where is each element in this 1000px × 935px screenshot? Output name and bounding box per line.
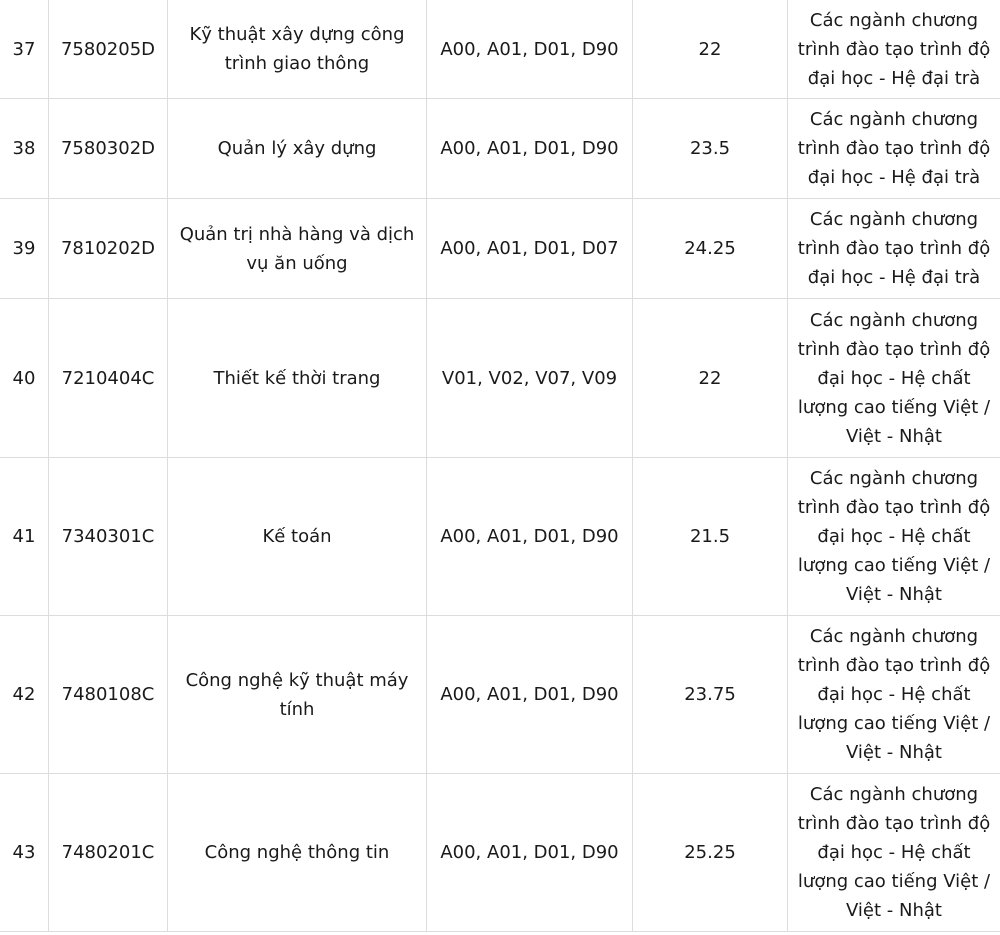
major-code: 7580302D — [49, 99, 168, 199]
subject-combinations: A00, A01, D01, D07 — [427, 199, 633, 299]
table-row — [0, 458, 1000, 616]
table-row — [0, 616, 1000, 774]
major-name: Quản lý xây dựng — [168, 99, 427, 199]
table-row — [0, 299, 1000, 458]
major-name: Kỹ thuật xây dựng công trình giao thông — [168, 0, 427, 99]
major-name: Quản trị nhà hàng và dịch vụ ăn uống — [168, 199, 427, 299]
subject-combinations: A00, A01, D01, D90 — [427, 774, 633, 932]
row-number: 43 — [0, 774, 49, 932]
admission-score: 23.75 — [633, 616, 788, 774]
row-number: 40 — [0, 299, 49, 458]
program-type: Các ngành chương trình đào tạo trình độ đại học - Hệ chất lượng cao tiếng Việt / Việt - Nhật — [788, 458, 1000, 616]
program-type: Các ngành chương trình đào tạo trình độ đại học - Hệ chất lượng cao tiếng Việt / Việt - Nhật — [788, 299, 1000, 458]
table-row — [0, 774, 1000, 932]
major-name: Thiết kế thời trang — [168, 299, 427, 458]
major-name: Công nghệ thông tin — [168, 774, 427, 932]
program-type: Các ngành chương trình đào tạo trình độ đại học - Hệ chất lượng cao tiếng Việt / Việt - Nhật — [788, 616, 1000, 774]
row-number: 38 — [0, 99, 49, 199]
subject-combinations: A00, A01, D01, D90 — [427, 99, 633, 199]
program-type: Các ngành chương trình đào tạo trình độ đại học - Hệ chất lượng cao tiếng Việt / Việt - Nhật — [788, 774, 1000, 932]
subject-combinations: A00, A01, D01, D90 — [427, 616, 633, 774]
major-code: 7340301C — [49, 458, 168, 616]
major-name: Công nghệ kỹ thuật máy tính — [168, 616, 427, 774]
admission-score: 24.25 — [633, 199, 788, 299]
major-name: Kế toán — [168, 458, 427, 616]
subject-combinations: V01, V02, V07, V09 — [427, 299, 633, 458]
major-code: 7210404C — [49, 299, 168, 458]
program-type: Các ngành chương trình đào tạo trình độ đại học - Hệ đại trà — [788, 99, 1000, 199]
major-code: 7580205D — [49, 0, 168, 99]
row-number: 41 — [0, 458, 49, 616]
table-row — [0, 99, 1000, 199]
subject-combinations: A00, A01, D01, D90 — [427, 458, 633, 616]
admission-score: 25.25 — [633, 774, 788, 932]
table-row — [0, 199, 1000, 299]
major-code: 7480201C — [49, 774, 168, 932]
row-number: 42 — [0, 616, 49, 774]
table-row — [0, 0, 1000, 99]
row-number: 39 — [0, 199, 49, 299]
admission-score: 23.5 — [633, 99, 788, 199]
admission-score: 22 — [633, 0, 788, 99]
program-type: Các ngành chương trình đào tạo trình độ đại học - Hệ đại trà — [788, 199, 1000, 299]
admission-score: 22 — [633, 299, 788, 458]
major-code: 7480108C — [49, 616, 168, 774]
admission-score: 21.5 — [633, 458, 788, 616]
row-number: 37 — [0, 0, 49, 99]
subject-combinations: A00, A01, D01, D90 — [427, 0, 633, 99]
program-type: Các ngành chương trình đào tạo trình độ đại học - Hệ đại trà — [788, 0, 1000, 99]
major-code: 7810202D — [49, 199, 168, 299]
